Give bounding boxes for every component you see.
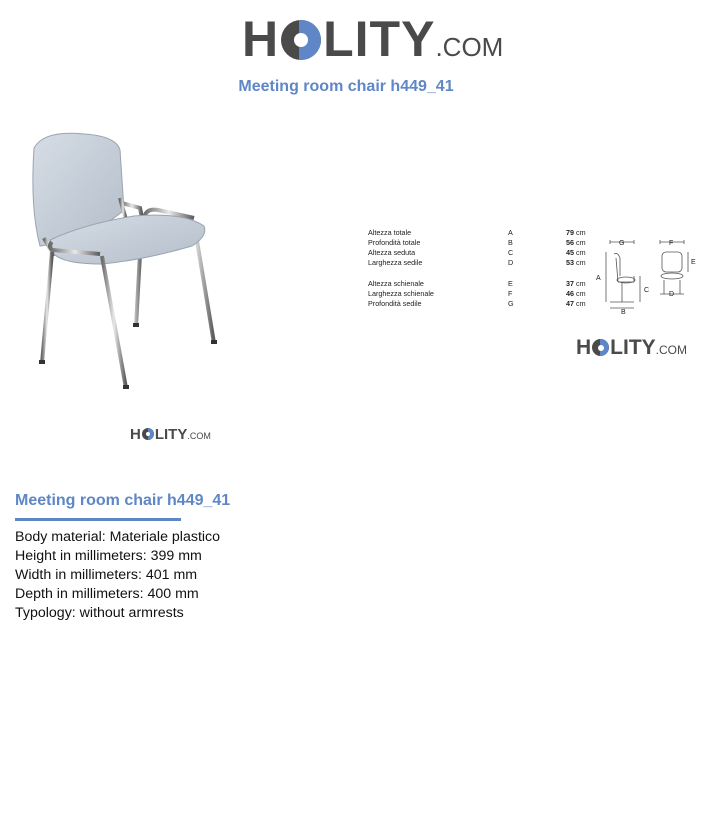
chair-logo [130, 426, 211, 443]
page-title: Meeting room chair h449_41 [238, 78, 454, 95]
logo-letters-lity: LITY [323, 11, 436, 67]
diagram-label-g: G [619, 240, 625, 247]
logo-letter-h: H [242, 11, 280, 67]
diagram-label-b: B [621, 309, 626, 316]
section-title: Meeting room chair h449_41 [15, 492, 231, 509]
property-typology: Typology: without armrests [15, 605, 184, 621]
logo-letters-lity: LITY [610, 336, 656, 359]
diagram-label-f: F [669, 240, 674, 247]
property-height: Height in millimeters: 399 mm [15, 548, 202, 564]
logo-domain: .COM [655, 343, 688, 357]
logo-domain: .COM [187, 431, 211, 441]
logo-o-mark-icon [592, 339, 609, 356]
logo-letters-lity: LITY [154, 426, 188, 443]
diagram-label-d: D [669, 291, 675, 298]
diagram-label-c: C [644, 287, 650, 294]
product-properties [15, 528, 220, 623]
property-body-material: Body material: Materiale plastico [15, 529, 221, 545]
logo-o-mark-icon [281, 20, 321, 60]
property-width: Width in millimeters: 401 mm [15, 567, 198, 583]
chair-product-image [24, 128, 224, 393]
logo-letter-h: H [576, 336, 592, 359]
diagram-label-a: A [596, 275, 601, 282]
diagram-logo [576, 336, 687, 360]
section-title-underline [15, 518, 181, 521]
property-depth: Depth in millimeters: 400 mm [15, 586, 199, 602]
diagram-label-e: E [691, 259, 696, 266]
dimension-diagram [588, 236, 708, 316]
logo-domain: .COM [435, 32, 504, 62]
site-logo[interactable] [242, 10, 503, 68]
logo-letter-h: H [130, 426, 141, 443]
logo-o-mark-icon [142, 428, 154, 440]
